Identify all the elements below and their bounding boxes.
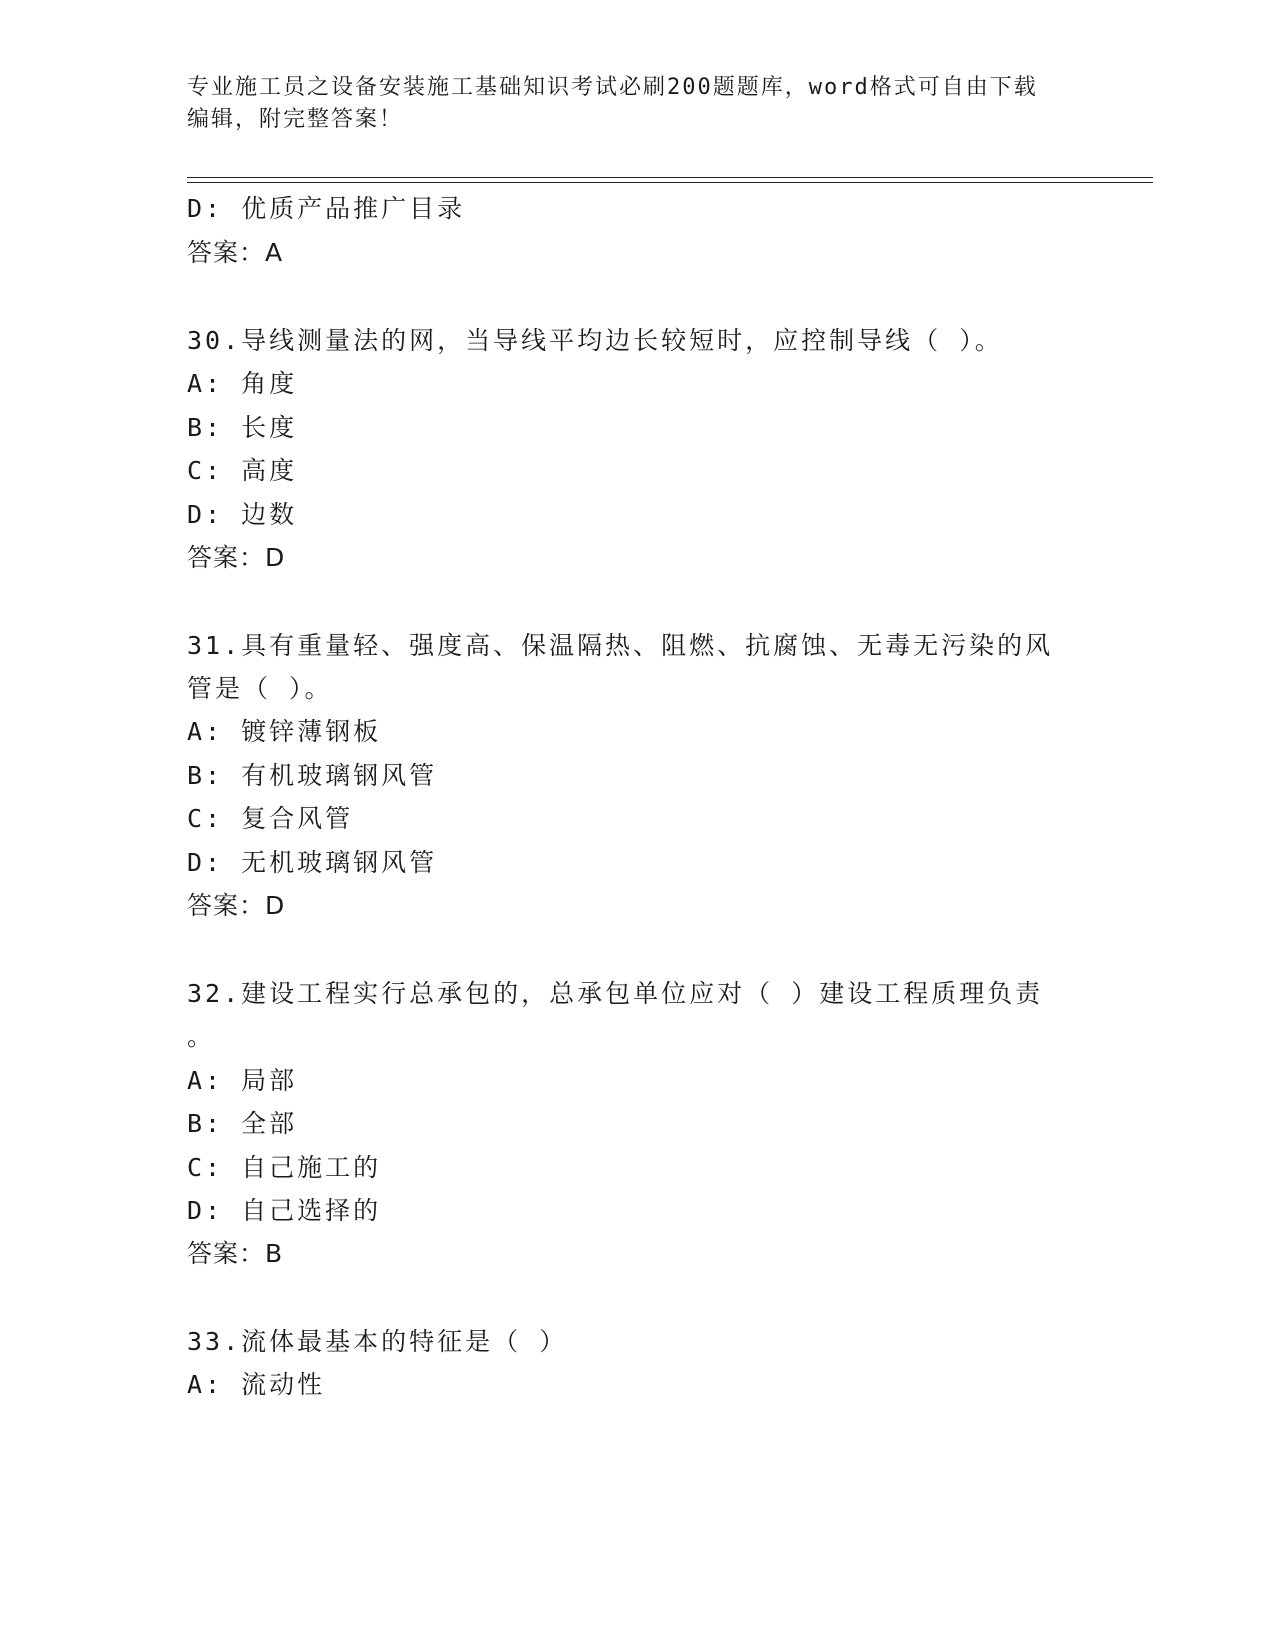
option-a: A: 镀锌薄钢板 (187, 717, 382, 746)
option-b: B: 有机玻璃钢风管 (187, 761, 438, 790)
option-c: C: 复合风管 (187, 804, 354, 833)
document-header (187, 72, 1067, 136)
option-d: D: 无机玻璃钢风管 (187, 848, 438, 877)
header-line-1: 专业施工员之设备安装施工基础知识考试必刷200题题库，word格式可自由下载 (187, 75, 1038, 100)
option-d: D: 自己选择的 (187, 1196, 382, 1225)
question-stem: 31.具有重量轻、强度高、保温隔热、阻燃、抗腐蚀、无毒无污染的风 (187, 631, 1054, 660)
option-a: A: 流动性 (187, 1370, 326, 1399)
header-line-2: 编辑，附完整答案！ (187, 107, 404, 132)
answer-line: 答案：B (187, 1239, 284, 1268)
header-divider-bottom (187, 182, 1153, 183)
option-c: C: 自己施工的 (187, 1153, 382, 1182)
question-stem: 32.建设工程实行总承包的，总承包单位应对（ ）建设工程质理负责 (187, 979, 1044, 1008)
option-c: C: 高度 (187, 456, 298, 485)
answer-line: 答案：D (187, 891, 286, 920)
option-d: D: 优质产品推广目录 (187, 194, 466, 223)
answer-line: 答案：A (187, 238, 284, 267)
header-divider-top (187, 177, 1153, 178)
question-stem: 30.导线测量法的网，当导线平均边长较短时，应控制导线（ ）。 (187, 326, 1003, 355)
question-stem: 33.流体最基本的特征是（ ） (187, 1327, 568, 1356)
question-stem-continued: 。 (187, 1022, 216, 1051)
option-a: A: 局部 (187, 1066, 298, 1095)
option-a: A: 角度 (187, 369, 298, 398)
answer-line: 答案：D (187, 543, 286, 572)
option-d: D: 边数 (187, 500, 298, 529)
option-b: B: 全部 (187, 1109, 298, 1138)
question-stem-continued: 管是（ ）。 (187, 674, 333, 703)
option-b: B: 长度 (187, 413, 298, 442)
